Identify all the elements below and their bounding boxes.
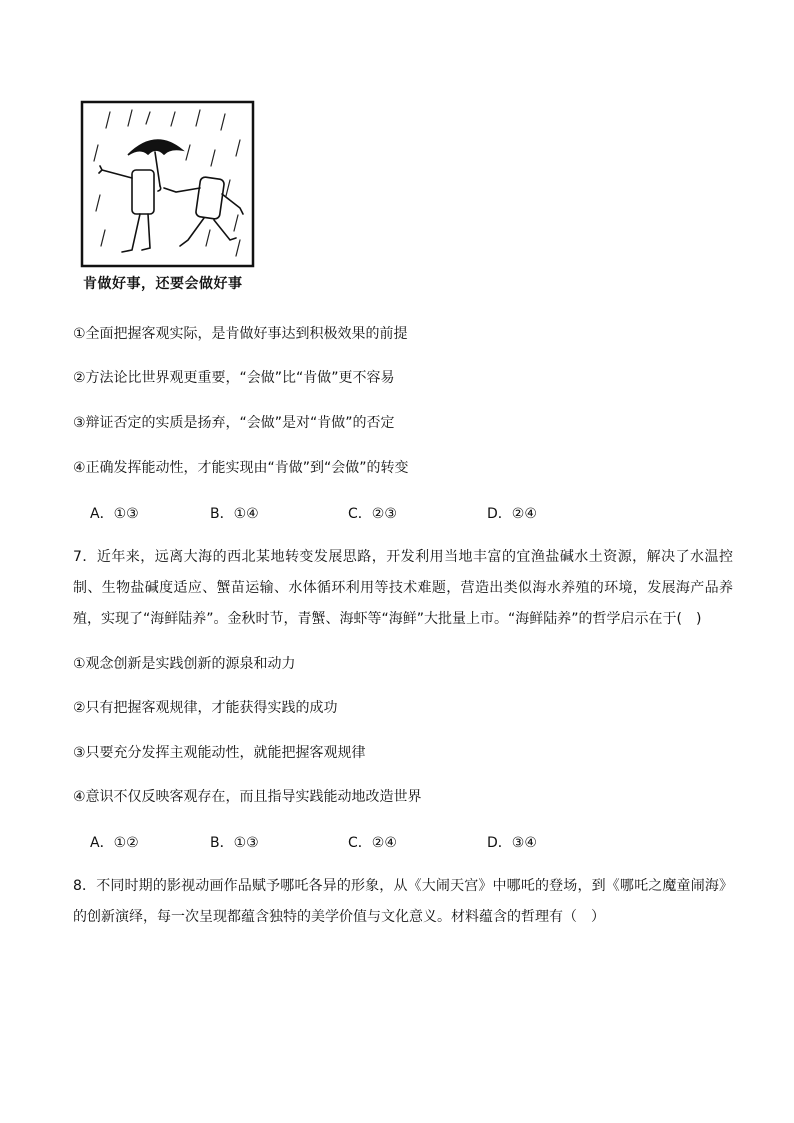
cartoon-illustration bbox=[80, 100, 255, 268]
q6-statement-3: ③辩证否定的实质是扬弃，“会做”是对“肯做”的否定 bbox=[73, 415, 395, 431]
q7-option-c[interactable]: C．②④ bbox=[348, 835, 397, 851]
q6-option-d[interactable]: D．②④ bbox=[487, 506, 537, 522]
q8-stem: 8．不同时期的影视动画作品赋予哪吒各异的形象，从《大闹天宫》中哪吒的登场，到《哪吒之魔童闹海》的创新演绎，每一次呈现都蕴含独特的美学价值与文化意义。材料蕴含的哲理有（ ） bbox=[73, 878, 733, 925]
q6-statement-4: ④正确发挥能动性，才能实现由“肯做”到“会做”的转变 bbox=[73, 460, 409, 476]
q7-option-b[interactable]: B．①③ bbox=[210, 835, 259, 851]
q7-stem: 7．近年来，远离大海的西北某地转变发展思路，开发利用当地丰富的宜渔盐碱水土资源，解决了水温控制、生物盐碱度适应、蟹苗运输、水体循环利用等技术难题，营造出类似海水养殖的环境，发展海产品养殖，实现了“海鲜陆养”。金秋时节，青蟹、海虾等“海鲜”大批量上市。“海鲜陆养”的哲学启示在于( ) bbox=[73, 549, 733, 627]
q7-statement-3: ③只要充分发挥主观能动性，就能把握客观规律 bbox=[73, 745, 366, 761]
q7-statement-4: ④意识不仅反映客观存在，而且指导实践能动地改造世界 bbox=[73, 789, 422, 805]
q7-statement-1: ①观念创新是实践创新的源泉和动力 bbox=[73, 656, 296, 672]
q6-option-c[interactable]: C．②③ bbox=[348, 506, 397, 522]
q6-option-a[interactable]: A．①③ bbox=[90, 506, 139, 522]
q7-option-a[interactable]: A．①② bbox=[90, 835, 139, 851]
q6-statement-2: ②方法论比世界观更重要，“会做”比“肯做”更不容易 bbox=[73, 370, 395, 386]
figure-caption: 肯做好事，还要会做好事 bbox=[83, 276, 243, 292]
q7-option-d[interactable]: D．③④ bbox=[487, 835, 537, 851]
q6-option-b[interactable]: B．①④ bbox=[210, 506, 259, 522]
q6-statement-1: ①全面把握客观实际，是肯做好事达到积极效果的前提 bbox=[73, 326, 408, 342]
q7-statement-2: ②只有把握客观规律，才能获得实践的成功 bbox=[73, 700, 338, 716]
